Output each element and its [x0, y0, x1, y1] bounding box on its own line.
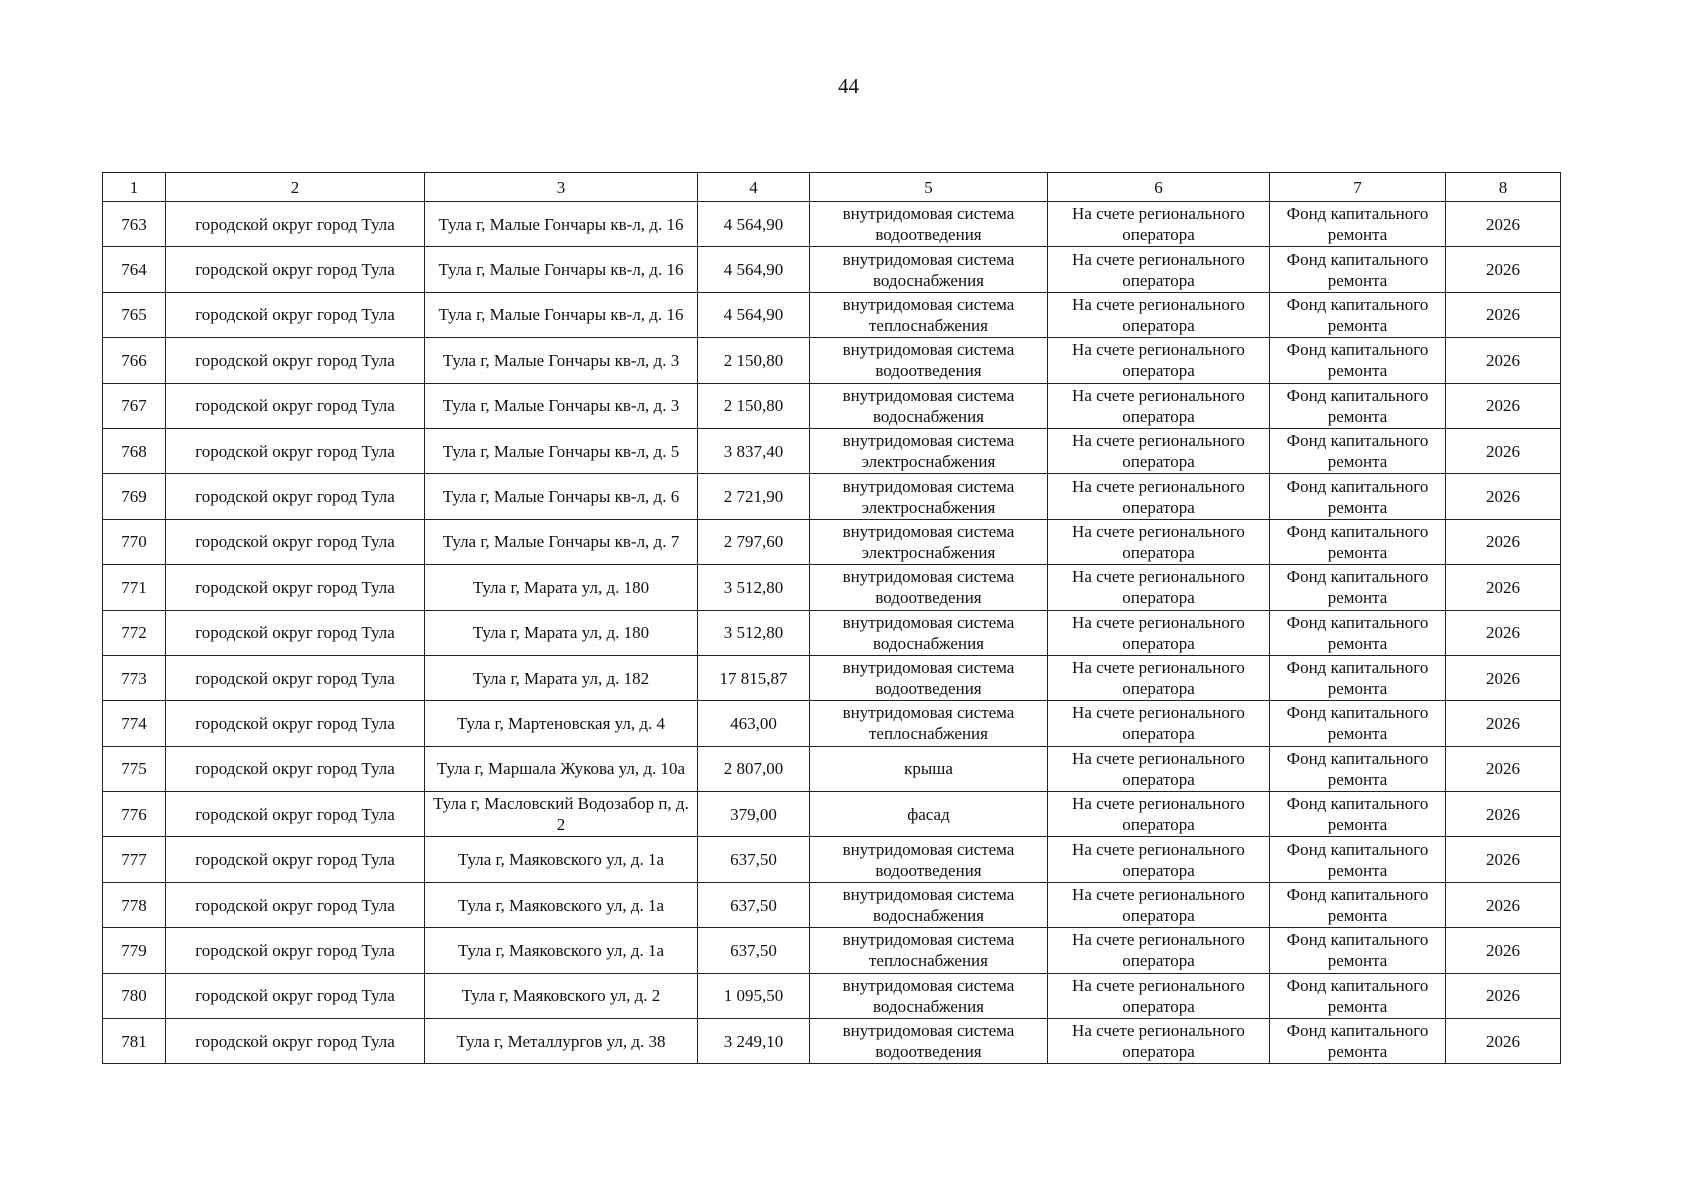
address-cell: Тула г, Марата ул, д. 180	[425, 610, 698, 655]
municipality-cell: городской округ город Тула	[166, 338, 425, 383]
area-cell: 4 564,90	[698, 292, 810, 337]
area-cell: 3 512,80	[698, 565, 810, 610]
municipality-cell: городской округ город Тула	[166, 973, 425, 1018]
address-cell: Тула г, Малые Гончары кв-л, д. 6	[425, 474, 698, 519]
address-cell: Тула г, Мартеновская ул, д. 4	[425, 701, 698, 746]
fund-account-cell: На счете регионального оператора	[1048, 202, 1270, 247]
fund-account-cell: На счете регионального оператора	[1048, 247, 1270, 292]
municipality-cell: городской округ город Тула	[166, 701, 425, 746]
row-number-cell: 776	[103, 792, 166, 837]
row-number-cell: 771	[103, 565, 166, 610]
work-type-cell: внутридомовая система водоснабжения	[810, 973, 1048, 1018]
row-number-cell: 781	[103, 1019, 166, 1064]
row-number-cell: 775	[103, 746, 166, 791]
address-cell: Тула г, Маршала Жукова ул, д. 10а	[425, 746, 698, 791]
work-type-cell: крыша	[810, 746, 1048, 791]
funding-source-cell: Фонд капитального ремонта	[1270, 837, 1446, 882]
work-type-cell: внутридомовая система электроснабжения	[810, 474, 1048, 519]
municipality-cell: городской округ город Тула	[166, 202, 425, 247]
address-cell: Тула г, Масловский Водозабор п, д. 2	[425, 792, 698, 837]
year-cell: 2026	[1446, 928, 1561, 973]
row-number-cell: 772	[103, 610, 166, 655]
area-cell: 2 797,60	[698, 519, 810, 564]
fund-account-cell: На счете регионального оператора	[1048, 338, 1270, 383]
municipality-cell: городской округ город Тула	[166, 383, 425, 428]
fund-account-cell: На счете регионального оператора	[1048, 519, 1270, 564]
fund-account-cell: На счете регионального оператора	[1048, 701, 1270, 746]
area-cell: 2 807,00	[698, 746, 810, 791]
municipality-cell: городской округ город Тула	[166, 428, 425, 473]
municipality-cell: городской округ город Тула	[166, 1019, 425, 1064]
address-cell: Тула г, Малые Гончары кв-л, д. 3	[425, 338, 698, 383]
table-row	[103, 383, 1561, 428]
row-number-cell: 763	[103, 202, 166, 247]
year-cell: 2026	[1446, 519, 1561, 564]
address-cell: Тула г, Малые Гончары кв-л, д. 16	[425, 292, 698, 337]
table-body	[103, 202, 1561, 1064]
row-number-cell: 766	[103, 338, 166, 383]
fund-account-cell: На счете регионального оператора	[1048, 474, 1270, 519]
year-cell: 2026	[1446, 428, 1561, 473]
year-cell: 2026	[1446, 792, 1561, 837]
row-number-cell: 780	[103, 973, 166, 1018]
funding-source-cell: Фонд капитального ремонта	[1270, 338, 1446, 383]
area-cell: 2 721,90	[698, 474, 810, 519]
funding-source-cell: Фонд капитального ремонта	[1270, 474, 1446, 519]
year-cell: 2026	[1446, 973, 1561, 1018]
fund-account-cell: На счете регионального оператора	[1048, 428, 1270, 473]
work-type-cell: внутридомовая система водоотведения	[810, 655, 1048, 700]
year-cell: 2026	[1446, 565, 1561, 610]
row-number-cell: 774	[103, 701, 166, 746]
municipality-cell: городской округ город Тула	[166, 746, 425, 791]
fund-account-cell: На счете регионального оператора	[1048, 746, 1270, 791]
column-header: 4	[698, 173, 810, 202]
column-header: 2	[166, 173, 425, 202]
work-type-cell: внутридомовая система теплоснабжения	[810, 292, 1048, 337]
funding-source-cell: Фонд капитального ремонта	[1270, 292, 1446, 337]
fund-account-cell: На счете регионального оператора	[1048, 928, 1270, 973]
funding-source-cell: Фонд капитального ремонта	[1270, 1019, 1446, 1064]
municipality-cell: городской округ город Тула	[166, 519, 425, 564]
funding-source-cell: Фонд капитального ремонта	[1270, 202, 1446, 247]
page-number: 44	[838, 74, 859, 98]
funding-source-cell: Фонд капитального ремонта	[1270, 701, 1446, 746]
address-cell: Тула г, Малые Гончары кв-л, д. 16	[425, 202, 698, 247]
work-type-cell: внутридомовая система водоснабжения	[810, 610, 1048, 655]
work-type-cell: внутридомовая система водоснабжения	[810, 882, 1048, 927]
year-cell: 2026	[1446, 1019, 1561, 1064]
table-row	[103, 655, 1561, 700]
row-number-cell: 773	[103, 655, 166, 700]
municipality-cell: городской округ город Тула	[166, 792, 425, 837]
municipality-cell: городской округ город Тула	[166, 655, 425, 700]
address-cell: Тула г, Марата ул, д. 182	[425, 655, 698, 700]
table-row	[103, 792, 1561, 837]
work-type-cell: внутридомовая система водоотведения	[810, 1019, 1048, 1064]
table-row	[103, 565, 1561, 610]
address-cell: Тула г, Малые Гончары кв-л, д. 5	[425, 428, 698, 473]
row-number-cell: 768	[103, 428, 166, 473]
funding-source-cell: Фонд капитального ремонта	[1270, 519, 1446, 564]
area-cell: 3 512,80	[698, 610, 810, 655]
work-type-cell: внутридомовая система теплоснабжения	[810, 928, 1048, 973]
funding-source-cell: Фонд капитального ремонта	[1270, 565, 1446, 610]
table-row	[103, 474, 1561, 519]
area-cell: 379,00	[698, 792, 810, 837]
table-row	[103, 882, 1561, 927]
repair-register-table	[102, 172, 1561, 1064]
row-number-cell: 777	[103, 837, 166, 882]
area-cell: 2 150,80	[698, 383, 810, 428]
municipality-cell: городской округ город Тула	[166, 928, 425, 973]
table-row	[103, 746, 1561, 791]
work-type-cell: внутридомовая система водоотведения	[810, 565, 1048, 610]
municipality-cell: городской округ город Тула	[166, 837, 425, 882]
work-type-cell: внутридомовая система электроснабжения	[810, 428, 1048, 473]
funding-source-cell: Фонд капитального ремонта	[1270, 973, 1446, 1018]
work-type-cell: фасад	[810, 792, 1048, 837]
year-cell: 2026	[1446, 202, 1561, 247]
address-cell: Тула г, Малые Гончары кв-л, д. 3	[425, 383, 698, 428]
municipality-cell: городской округ город Тула	[166, 474, 425, 519]
row-number-cell: 778	[103, 882, 166, 927]
year-cell: 2026	[1446, 837, 1561, 882]
address-cell: Тула г, Малые Гончары кв-л, д. 16	[425, 247, 698, 292]
fund-account-cell: На счете регионального оператора	[1048, 292, 1270, 337]
table-row	[103, 292, 1561, 337]
column-header: 6	[1048, 173, 1270, 202]
funding-source-cell: Фонд капитального ремонта	[1270, 247, 1446, 292]
address-cell: Тула г, Металлургов ул, д. 38	[425, 1019, 698, 1064]
municipality-cell: городской округ город Тула	[166, 565, 425, 610]
column-header: 5	[810, 173, 1048, 202]
work-type-cell: внутридомовая система водоснабжения	[810, 383, 1048, 428]
fund-account-cell: На счете регионального оператора	[1048, 565, 1270, 610]
year-cell: 2026	[1446, 383, 1561, 428]
area-cell: 637,50	[698, 837, 810, 882]
funding-source-cell: Фонд капитального ремонта	[1270, 792, 1446, 837]
row-number-cell: 769	[103, 474, 166, 519]
row-number-cell: 770	[103, 519, 166, 564]
work-type-cell: внутридомовая система теплоснабжения	[810, 701, 1048, 746]
municipality-cell: городской округ город Тула	[166, 610, 425, 655]
header-row	[103, 173, 1561, 202]
table-row	[103, 338, 1561, 383]
table-row	[103, 973, 1561, 1018]
fund-account-cell: На счете регионального оператора	[1048, 837, 1270, 882]
funding-source-cell: Фонд капитального ремонта	[1270, 882, 1446, 927]
funding-source-cell: Фонд капитального ремонта	[1270, 383, 1446, 428]
year-cell: 2026	[1446, 701, 1561, 746]
year-cell: 2026	[1446, 655, 1561, 700]
address-cell: Тула г, Маяковского ул, д. 1а	[425, 837, 698, 882]
table-row	[103, 519, 1561, 564]
municipality-cell: городской округ город Тула	[166, 247, 425, 292]
year-cell: 2026	[1446, 882, 1561, 927]
area-cell: 3 249,10	[698, 1019, 810, 1064]
year-cell: 2026	[1446, 610, 1561, 655]
fund-account-cell: На счете регионального оператора	[1048, 1019, 1270, 1064]
fund-account-cell: На счете регионального оператора	[1048, 973, 1270, 1018]
row-number-cell: 767	[103, 383, 166, 428]
work-type-cell: внутридомовая система водоснабжения	[810, 247, 1048, 292]
work-type-cell: внутридомовая система водоотведения	[810, 837, 1048, 882]
row-number-cell: 765	[103, 292, 166, 337]
funding-source-cell: Фонд капитального ремонта	[1270, 655, 1446, 700]
area-cell: 637,50	[698, 928, 810, 973]
address-cell: Тула г, Маяковского ул, д. 1а	[425, 882, 698, 927]
year-cell: 2026	[1446, 474, 1561, 519]
area-cell: 1 095,50	[698, 973, 810, 1018]
area-cell: 4 564,90	[698, 202, 810, 247]
column-header: 8	[1446, 173, 1561, 202]
address-cell: Тула г, Маяковского ул, д. 2	[425, 973, 698, 1018]
area-cell: 2 150,80	[698, 338, 810, 383]
funding-source-cell: Фонд капитального ремонта	[1270, 928, 1446, 973]
area-cell: 637,50	[698, 882, 810, 927]
funding-source-cell: Фонд капитального ремонта	[1270, 610, 1446, 655]
fund-account-cell: На счете регионального оператора	[1048, 655, 1270, 700]
table-row	[103, 837, 1561, 882]
table-row	[103, 202, 1561, 247]
area-cell: 463,00	[698, 701, 810, 746]
year-cell: 2026	[1446, 247, 1561, 292]
work-type-cell: внутридомовая система водоотведения	[810, 338, 1048, 383]
fund-account-cell: На счете регионального оператора	[1048, 882, 1270, 927]
fund-account-cell: На счете регионального оператора	[1048, 792, 1270, 837]
area-cell: 4 564,90	[698, 247, 810, 292]
table-row	[103, 428, 1561, 473]
work-type-cell: внутридомовая система водоотведения	[810, 202, 1048, 247]
table-row	[103, 610, 1561, 655]
year-cell: 2026	[1446, 338, 1561, 383]
table-header	[103, 173, 1561, 202]
address-cell: Тула г, Марата ул, д. 180	[425, 565, 698, 610]
row-number-cell: 764	[103, 247, 166, 292]
table-row	[103, 247, 1561, 292]
area-cell: 3 837,40	[698, 428, 810, 473]
year-cell: 2026	[1446, 292, 1561, 337]
area-cell: 17 815,87	[698, 655, 810, 700]
address-cell: Тула г, Маяковского ул, д. 1а	[425, 928, 698, 973]
funding-source-cell: Фонд капитального ремонта	[1270, 428, 1446, 473]
year-cell: 2026	[1446, 746, 1561, 791]
table-row	[103, 1019, 1561, 1064]
work-type-cell: внутридомовая система электроснабжения	[810, 519, 1048, 564]
fund-account-cell: На счете регионального оператора	[1048, 610, 1270, 655]
column-header: 7	[1270, 173, 1446, 202]
column-header: 1	[103, 173, 166, 202]
column-header: 3	[425, 173, 698, 202]
address-cell: Тула г, Малые Гончары кв-л, д. 7	[425, 519, 698, 564]
table-row	[103, 701, 1561, 746]
row-number-cell: 779	[103, 928, 166, 973]
municipality-cell: городской округ город Тула	[166, 292, 425, 337]
fund-account-cell: На счете регионального оператора	[1048, 383, 1270, 428]
table-row	[103, 928, 1561, 973]
funding-source-cell: Фонд капитального ремонта	[1270, 746, 1446, 791]
municipality-cell: городской округ город Тула	[166, 882, 425, 927]
